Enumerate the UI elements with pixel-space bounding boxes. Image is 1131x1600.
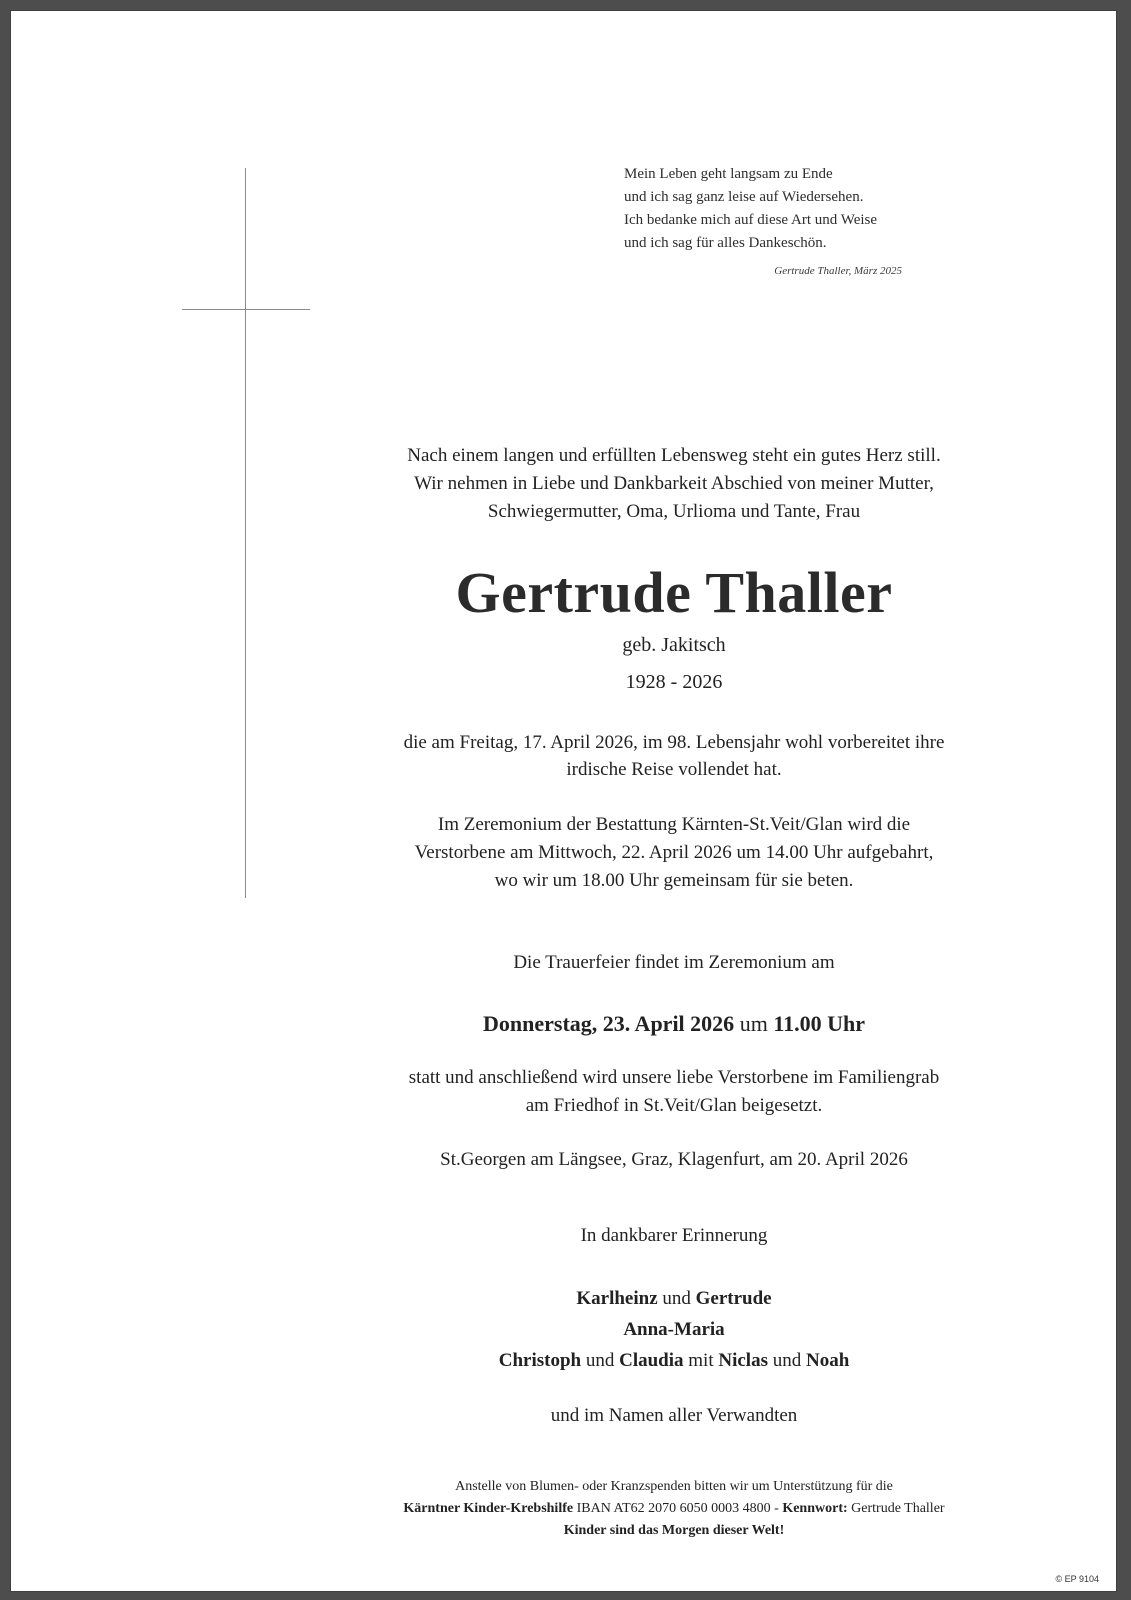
deceased-name: Gertrude Thaller [455, 560, 893, 625]
copyright-mark: © EP 9104 [1055, 1574, 1099, 1584]
donation-line [310, 1498, 1038, 1520]
mourner-name: Christoph [498, 1350, 582, 1371]
poem-line: Mein Leben geht langsam zu Ende [624, 166, 833, 182]
obituary-page [10, 10, 1117, 1592]
mourner-connector: und [662, 1288, 691, 1309]
poem-line: und ich sag ganz leise auf Wiedersehen. [624, 189, 864, 205]
poem [624, 163, 984, 255]
intro-text [310, 442, 1038, 526]
ceremony-line: wo wir um 18.00 Uhr gemeinsam für sie beten. [494, 870, 854, 891]
death-notice-line: die am Freitag, 17. April 2026, im 98. Lebensjahr wohl vorbereitet ihre [403, 732, 945, 753]
mourners-list [310, 1283, 1038, 1376]
life-years: 1928 - 2026 [625, 671, 723, 693]
remembrance-text: In dankbarer Erinnerung [580, 1225, 768, 1246]
relatives-text: und im Namen aller Verwandten [550, 1405, 798, 1426]
donation-motto: Kinder sind das Morgen dieser Welt! [563, 1523, 785, 1538]
funeral-date-connector: um [739, 1011, 768, 1036]
mourner-name: Claudia [619, 1350, 684, 1371]
donation-keyword-label: Kennwort: [782, 1501, 848, 1516]
donation-line: Anstelle von Blumen- oder Kranzspenden bitten wir um Unterstützung für die [455, 1479, 893, 1494]
mourner-connector: und [585, 1350, 615, 1371]
donation-iban: IBAN AT62 2070 6050 0003 4800 - [576, 1501, 779, 1516]
ceremony-notice [310, 811, 1038, 895]
death-notice-line: irdische Reise vollendet hat. [566, 759, 782, 780]
funeral-intro: Die Trauerfeier findet im Zeremonium am [513, 952, 835, 973]
intro-line: Wir nehmen in Liebe und Dankbarkeit Abschied von meiner Mutter, [414, 473, 934, 494]
intro-line: Schwiegermutter, Oma, Urlioma und Tante, Frau [487, 501, 861, 522]
burial-notice [310, 1064, 1038, 1120]
ceremony-line: Im Zeremonium der Bestattung Kärnten-St.Veit/Glan wird die [437, 814, 911, 835]
intro-line: Nach einem langen und erfüllten Lebensweg steht ein gutes Herz still. [407, 445, 941, 466]
cross-icon-horizontal [182, 309, 310, 310]
place-date: St.Georgen am Längsee, Graz, Klagenfurt, am 20. April 2026 [440, 1149, 908, 1170]
burial-line: statt und anschließend wird unsere liebe Verstorbene im Familiengrab [408, 1067, 940, 1088]
mourner-name: Niclas [718, 1350, 768, 1371]
mourner-name: Gertrude [695, 1288, 772, 1309]
donation-keyword: Gertrude Thaller [851, 1501, 945, 1516]
poem-attribution: Gertrude Thaller, März 2025 [774, 265, 902, 277]
burial-line: am Friedhof in St.Veit/Glan beigesetzt. [525, 1095, 823, 1116]
poem-line: und ich sag für alles Dankeschön. [624, 235, 827, 251]
birth-name: geb. Jakitsch [622, 634, 726, 656]
ceremony-line: Verstorbene am Mittwoch, 22. April 2026 um 14.00 Uhr aufgebahrt, [414, 842, 934, 863]
mourners-line [310, 1283, 1038, 1314]
mourner-connector: mit [688, 1350, 714, 1371]
funeral-date-day: Donnerstag, 23. April 2026 [483, 1011, 735, 1036]
donation-organization: Kärntner Kinder-Krebshilfe [403, 1501, 574, 1516]
mourner-name: Karlheinz [576, 1288, 658, 1309]
mourner-name: Noah [805, 1350, 850, 1371]
mourner-connector: und [772, 1350, 802, 1371]
mourners-line [310, 1314, 1038, 1345]
mourners-line [310, 1345, 1038, 1376]
donation-notice [310, 1476, 1038, 1542]
funeral-date [310, 1009, 1038, 1039]
death-notice [310, 729, 1038, 783]
poem-line: Ich bedanke mich auf diese Art und Weise [624, 212, 878, 228]
funeral-time: 11.00 Uhr [773, 1011, 865, 1036]
cross-icon-vertical [245, 168, 246, 898]
mourner-name: Anna-Maria [623, 1319, 725, 1340]
